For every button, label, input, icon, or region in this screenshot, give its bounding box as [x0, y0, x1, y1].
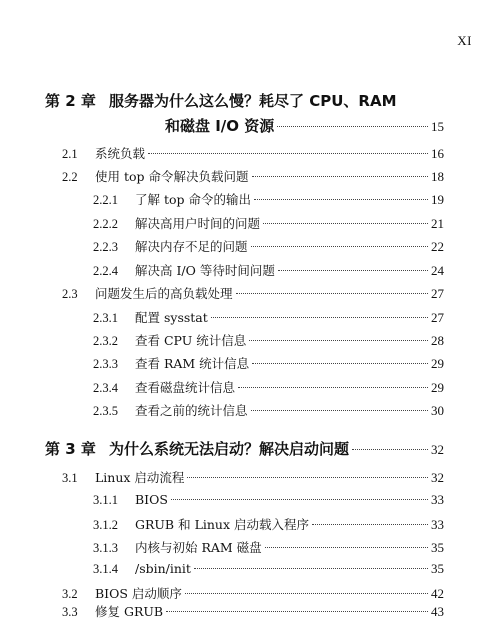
toc-entry-2-2-2[interactable]: [93, 214, 444, 232]
toc-entry-3-1-2[interactable]: [93, 515, 444, 533]
entry-number: 2.2: [62, 170, 78, 184]
page-number: XI: [457, 33, 472, 48]
entry-number: 2.2.1: [93, 193, 118, 207]
entry-page: 33: [431, 492, 444, 507]
entry-page: 30: [431, 403, 444, 418]
dot-leader: [238, 387, 428, 388]
dot-leader: [251, 410, 428, 411]
toc-entry-3-1-1[interactable]: [93, 492, 444, 508]
toc-entry-2-2-3[interactable]: [93, 237, 444, 255]
toc-entry-2-1[interactable]: [62, 144, 444, 162]
entry-page: 33: [431, 517, 444, 532]
entry-page: 43: [431, 604, 444, 619]
entry-page: 35: [431, 540, 444, 555]
entry-title: 了解 top 命令的输出: [135, 192, 251, 207]
dot-leader: [251, 246, 428, 247]
entry-title: 配置 sysstat: [135, 310, 208, 325]
entry-page: 35: [431, 561, 444, 576]
dot-leader: [148, 153, 428, 154]
entry-number: 2.3.1: [93, 311, 118, 325]
dot-leader: [166, 611, 428, 612]
entry-title: 使用 top 命令解决负载问题: [95, 169, 249, 184]
entry-page: 19: [431, 192, 444, 207]
entry-title: 内核与初始 RAM 磁盘: [135, 540, 262, 555]
entry-number: 2.3.3: [93, 357, 118, 371]
chapter-3-page: 32: [431, 442, 444, 457]
entry-title: 查看 RAM 统计信息: [135, 356, 250, 371]
chapter-2-page: 15: [431, 119, 444, 134]
toc-entry-3-2[interactable]: [62, 584, 444, 602]
dot-leader: [263, 223, 428, 224]
dot-leader: [278, 270, 428, 271]
dot-leader: [211, 317, 428, 318]
dot-leader: [265, 547, 428, 548]
entry-title: 查看磁盘统计信息: [135, 380, 236, 395]
entry-page: 28: [431, 333, 444, 348]
entry-number: 3.2: [62, 587, 78, 601]
chapter-2-title-line2: 和磁盘 I/O 资源: [165, 117, 275, 135]
chapter-3-heading[interactable]: [45, 438, 444, 459]
dot-leader: [254, 199, 428, 200]
entry-number: 3.1.4: [93, 562, 118, 576]
toc-entry-2-2-4[interactable]: [93, 261, 444, 279]
entry-number: 2.2.3: [93, 240, 118, 254]
entry-title: 解决高用户时间的问题: [135, 216, 261, 231]
dot-leader: [312, 524, 428, 525]
toc-entry-2-3-5[interactable]: [93, 401, 444, 419]
entry-number: 3.1: [62, 471, 78, 485]
entry-page: 29: [431, 380, 444, 395]
entry-title: BIOS: [135, 492, 168, 507]
entry-page: 42: [431, 586, 444, 601]
entry-title: 解决高 I/O 等待时间问题: [135, 263, 275, 278]
dot-leader: [352, 449, 428, 450]
dot-leader: [194, 568, 428, 569]
entry-number: 2.3.4: [93, 381, 118, 395]
entry-page: 27: [431, 310, 444, 325]
entry-title: 查看之前的统计信息: [135, 403, 248, 418]
toc-entry-2-2[interactable]: [62, 167, 444, 185]
dot-leader: [171, 499, 428, 500]
dot-leader: [277, 126, 428, 127]
chapter-2-title-line1: 服务器为什么这么慢？耗尽了 CPU、RAM: [109, 92, 397, 110]
entry-number: 3.1.3: [93, 541, 118, 555]
entry-number: 2.3: [62, 287, 78, 301]
entry-page: 22: [431, 239, 444, 254]
toc-entry-3-3[interactable]: [62, 602, 444, 620]
entry-page: 27: [431, 286, 444, 301]
entry-number: 2.3.2: [93, 334, 118, 348]
toc-entry-3-1-4[interactable]: [93, 561, 444, 577]
chapter-3-title: 为什么系统无法启动？解决启动问题: [109, 440, 350, 458]
entry-page: 21: [431, 216, 444, 231]
toc-entry-2-3[interactable]: [62, 284, 444, 302]
entry-page: 29: [431, 356, 444, 371]
dot-leader: [249, 340, 428, 341]
toc-entry-2-3-2[interactable]: [93, 331, 444, 349]
entry-number: 2.2.2: [93, 217, 118, 231]
entry-title: 修复 GRUB: [95, 604, 164, 619]
dot-leader: [252, 363, 428, 364]
entry-page: 16: [431, 146, 444, 161]
toc-entry-2-3-3[interactable]: [93, 354, 444, 372]
dot-leader: [236, 293, 428, 294]
entry-number: 2.2.4: [93, 264, 118, 278]
entry-title: BIOS 启动顺序: [95, 586, 182, 601]
entry-number: 3.1.2: [93, 518, 118, 532]
entry-number: 2.1: [62, 147, 78, 161]
toc-entry-2-3-1[interactable]: [93, 308, 444, 326]
chapter-3-number: 第 3 章: [45, 440, 96, 458]
entry-number: 3.3: [62, 605, 78, 619]
entry-title: 查看 CPU 统计信息: [135, 333, 247, 348]
dot-leader: [187, 477, 428, 478]
entry-title: Linux 启动流程: [95, 470, 185, 485]
entry-number: 3.1.1: [93, 493, 118, 507]
entry-title: 系统负载: [95, 146, 146, 161]
entry-title: GRUB 和 Linux 启动载入程序: [135, 517, 309, 532]
entry-number: 2.3.5: [93, 404, 118, 418]
entry-title: 解决内存不足的问题: [135, 239, 248, 254]
entry-page: 24: [431, 263, 444, 278]
toc-entry-3-1-3[interactable]: [93, 538, 444, 556]
dot-leader: [252, 176, 429, 177]
entry-title: 问题发生后的高负载处理: [95, 286, 233, 301]
toc-entry-2-3-4[interactable]: [93, 378, 444, 396]
toc-entry-2-2-1[interactable]: [93, 190, 444, 208]
chapter-2-number: 第 2 章: [45, 92, 96, 110]
entry-page: 32: [431, 470, 444, 485]
entry-title: /sbin/init: [135, 561, 191, 576]
entry-page: 18: [431, 169, 444, 184]
dot-leader: [185, 593, 428, 594]
toc-entry-3-1[interactable]: [62, 468, 444, 486]
